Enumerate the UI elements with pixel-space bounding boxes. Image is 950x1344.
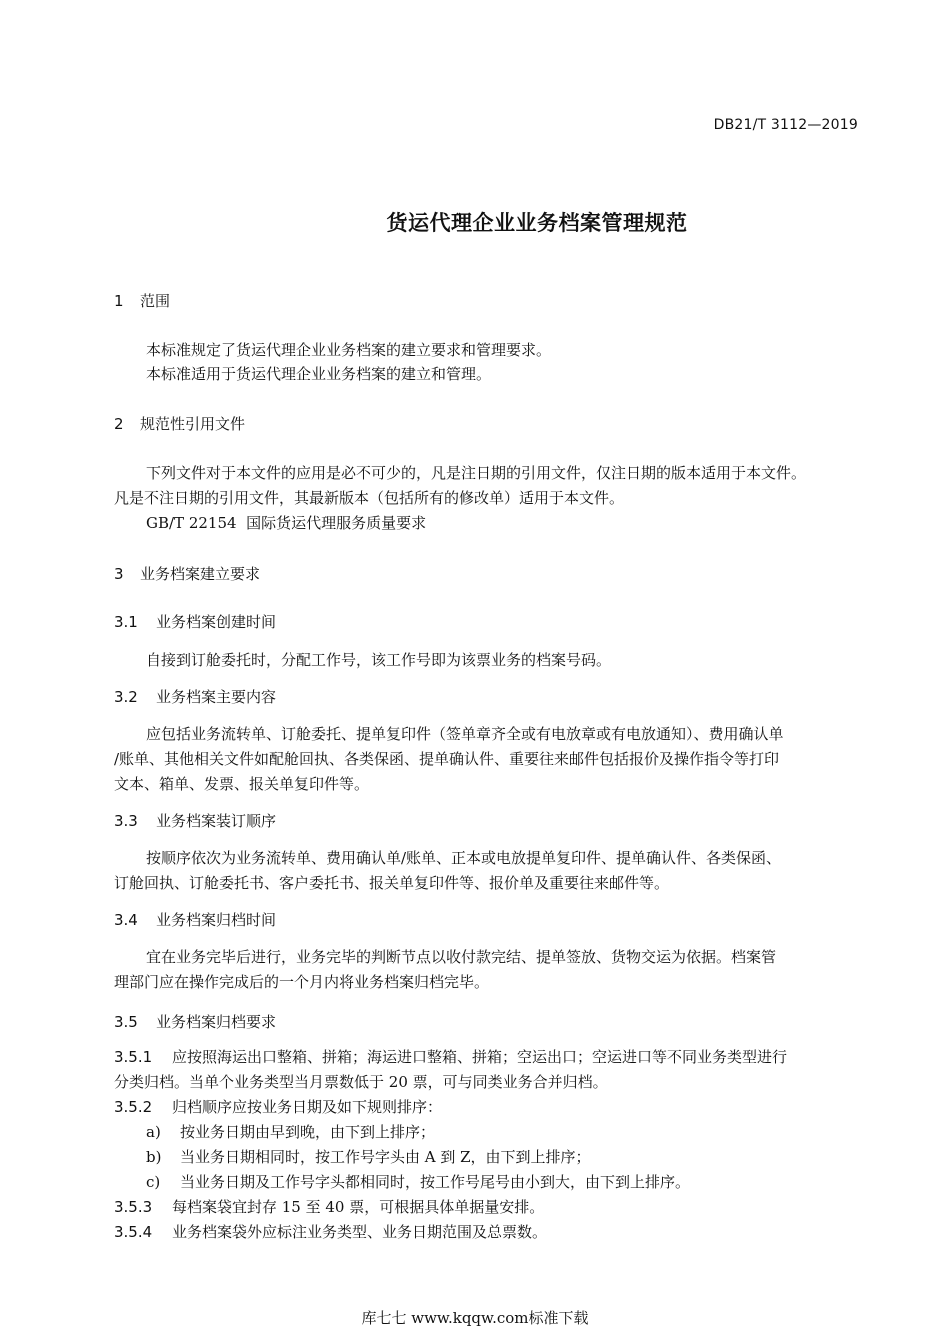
section-number: 3.2 xyxy=(114,688,138,706)
section-title: 业务档案主要内容 xyxy=(156,688,277,706)
standard-code: DB21/T 3112—2019 xyxy=(713,117,858,133)
list-item xyxy=(146,1170,690,1195)
normative-reference: GB/T 22154 国际货运代理服务质量要求 xyxy=(146,514,427,532)
list-item xyxy=(146,1145,591,1170)
paragraph-line: 应包括业务流转单、订舱委托、提单复印件（签单章齐全或有电放章或有电放通知）、费用确认单 xyxy=(146,725,784,743)
clause-3-5-1 xyxy=(114,1045,787,1070)
section-title: 业务档案归档时间 xyxy=(156,911,277,929)
paragraph-line: 按顺序依次为业务流转单、费用确认单/账单、正本或电放提单复印件、提单确认件、各类保函、 xyxy=(146,849,782,867)
paragraph-line: 分类归档。当单个业务类型当月票数低于 20 票，可与同类业务合并归档。 xyxy=(114,1073,608,1091)
clause-3-5-3 xyxy=(114,1195,544,1220)
footer-watermark: 库七七 www.kqqw.com标准下载 xyxy=(361,1309,589,1327)
section-title: 范围 xyxy=(140,292,171,310)
list-marker: c) xyxy=(146,1173,161,1191)
section-number: 3 xyxy=(114,565,124,583)
section-2-heading xyxy=(114,413,245,434)
section-1-heading xyxy=(114,290,170,311)
subsection-3-4-heading xyxy=(114,909,276,930)
paragraph: 自接到订舱委托时，分配工作号，该工作号即为该票业务的档案号码。 xyxy=(146,651,612,669)
list-item-text: 按业务日期由早到晚，由下到上排序； xyxy=(180,1123,436,1141)
list-item xyxy=(146,1120,435,1145)
paragraph-line: 凡是不注日期的引用文件，其最新版本（包括所有的修改单）适用于本文件。 xyxy=(114,489,625,507)
clause-number: 3.5.1 xyxy=(114,1048,153,1066)
paragraph-line: 理部门应在操作完成后的一个月内将业务档案归档完毕。 xyxy=(114,973,490,991)
section-number: 2 xyxy=(114,415,124,433)
clause-text: 归档顺序应按业务日期及如下规则排序： xyxy=(172,1098,443,1116)
clause-number: 3.5.2 xyxy=(114,1098,153,1116)
paragraph-line: /账单、其他相关文件如配舱回执、各类保函、提单确认件、重要往来邮件包括报价及操作指令等打印 xyxy=(114,750,780,768)
clause-text: 每档案袋宜封存 15 至 40 票，可根据具体单据量安排。 xyxy=(172,1198,545,1216)
list-item-text: 当业务日期及工作号字头都相同时，按工作号尾号由小到大，由下到上排序。 xyxy=(180,1173,691,1191)
paragraph-line: 文本、箱单、发票、报关单复印件等。 xyxy=(114,775,370,793)
section-number: 3.3 xyxy=(114,812,138,830)
clause-3-5-4 xyxy=(114,1220,547,1245)
section-number: 1 xyxy=(114,292,124,310)
paragraph: 本标准适用于货运代理企业业务档案的建立和管理。 xyxy=(146,365,492,383)
clause-text: 业务档案袋外应标注业务类型、业务日期范围及总票数。 xyxy=(172,1223,548,1241)
list-marker: a) xyxy=(146,1123,161,1141)
subsection-3-1-heading xyxy=(114,611,276,632)
paragraph-line: 下列文件对于本文件的应用是必不可少的，凡是注日期的引用文件，仅注日期的版本适用于本文件。 xyxy=(146,464,807,482)
clause-3-5-2 xyxy=(114,1095,442,1120)
section-number: 3.1 xyxy=(114,613,138,631)
section-number: 3.4 xyxy=(114,911,138,929)
section-number: 3.5 xyxy=(114,1013,138,1031)
document-title: 货运代理企业业务档案管理规范 xyxy=(386,211,688,235)
section-title: 业务档案创建时间 xyxy=(156,613,277,631)
section-title: 业务档案装订顺序 xyxy=(156,812,277,830)
paragraph: 本标准规定了货运代理企业业务档案的建立要求和管理要求。 xyxy=(146,341,552,359)
subsection-3-5-heading xyxy=(114,1011,276,1032)
list-item-text: 当业务日期相同时，按工作号字头由 A 到 Z，由下到上排序； xyxy=(180,1148,591,1166)
section-3-heading xyxy=(114,563,260,584)
list-marker: b) xyxy=(146,1148,162,1166)
clause-text: 应按照海运出口整箱、拼箱；海运进口整箱、拼箱；空运出口；空运进口等不同业务类型进行 xyxy=(172,1048,788,1066)
paragraph-line: 宜在业务完毕后进行，业务完毕的判断节点以收付款完结、提单签放、货物交运为依据。档案管 xyxy=(146,948,777,966)
paragraph-line: 订舱回执、订舱委托书、客户委托书、报关单复印件等、报价单及重要往来邮件等。 xyxy=(114,874,670,892)
subsection-3-3-heading xyxy=(114,810,276,831)
section-title: 业务档案建立要求 xyxy=(140,565,261,583)
clause-number: 3.5.4 xyxy=(114,1223,153,1241)
section-title: 规范性引用文件 xyxy=(140,415,246,433)
subsection-3-2-heading xyxy=(114,686,276,707)
clause-number: 3.5.3 xyxy=(114,1198,153,1216)
section-title: 业务档案归档要求 xyxy=(156,1013,277,1031)
